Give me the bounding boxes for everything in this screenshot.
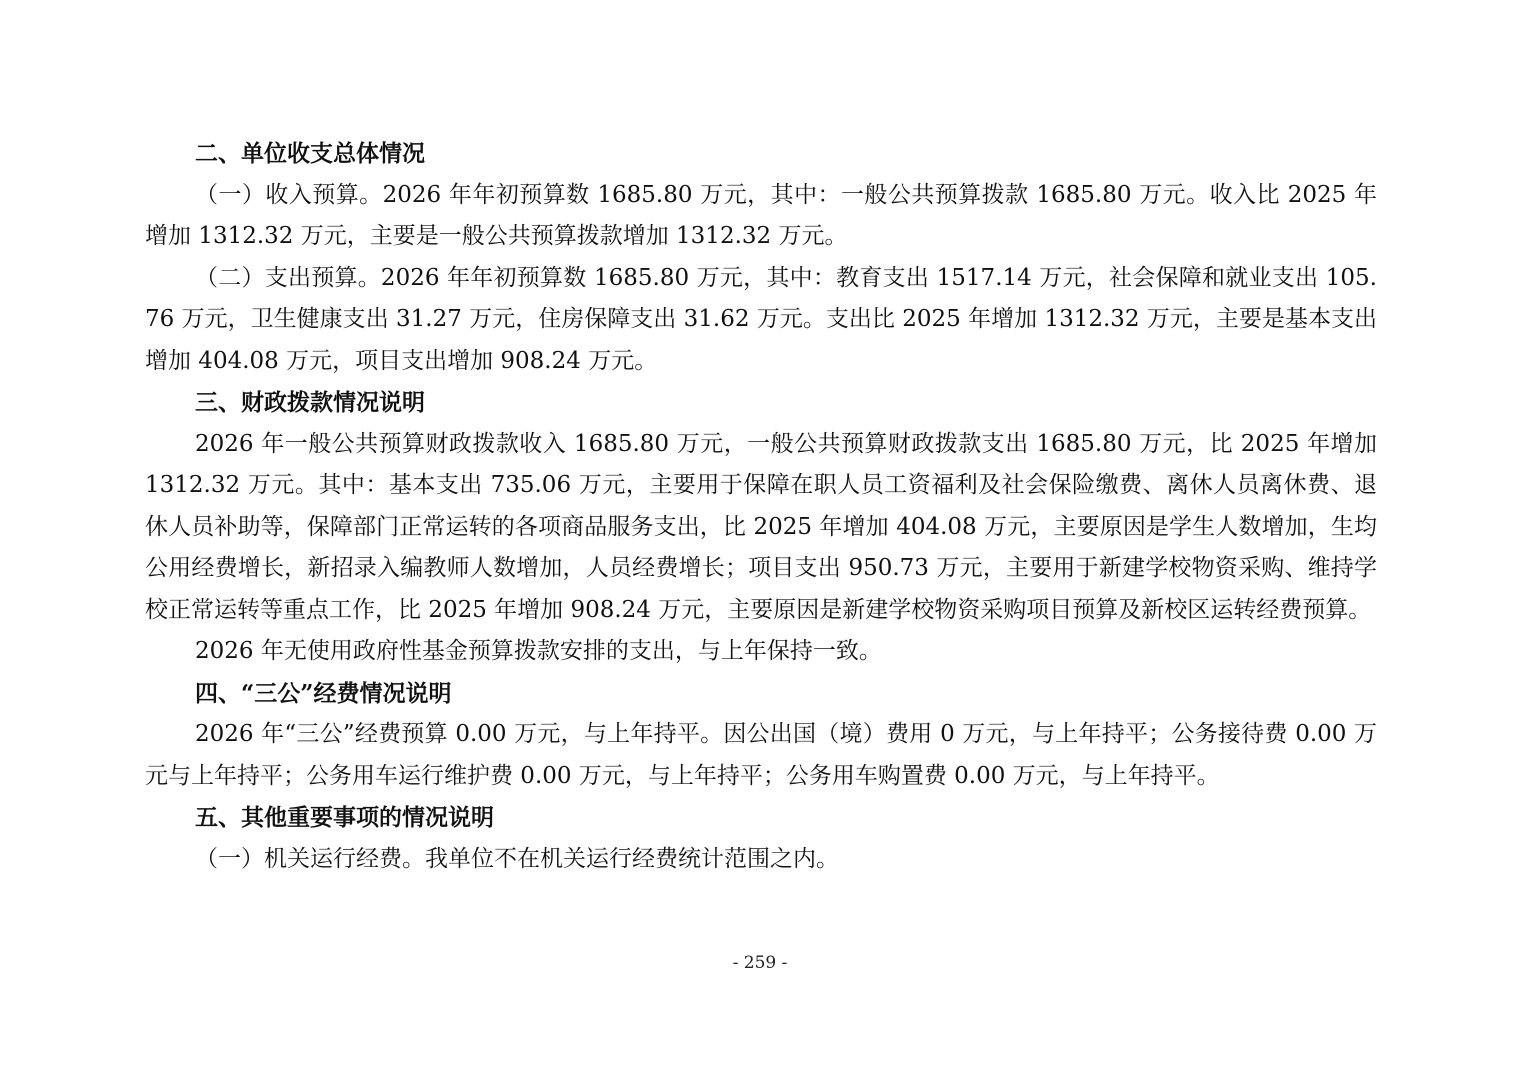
page-number: - 259 - xyxy=(732,953,788,973)
paragraph-government-fund: 2026 年无使用政府性基金预算拨款安排的支出，与上年保持一致。 xyxy=(195,638,882,664)
paragraph-operating-expenses: （一）机关运行经费。我单位不在机关运行经费统计范围之内。 xyxy=(195,845,839,872)
section-heading-other-matters: 五、其他重要事项的情况说明 xyxy=(195,804,494,831)
page-body xyxy=(145,133,1377,880)
paragraph-fiscal-appropriation-detail: 2026 年一般公共预算财政拨款收入 1685.80 万元，一般公共预算财政拨款支出 1685.80 万元，比 2025 年增加 1312.32 万元。其中：基本支出 735.06 万元，主要用于保障在职人员工资福利及社会保险缴费、离休人员离休费、退休人员补助等，保障部门正常运转的各项商品服务支出，比 2025 年增加 404.08 万元，主要原因是学生人数增加，生均公用经费增长，新招录入编教师人数增加，人员经费增长；项目支出 950.73 万元，主要用于新建学校物资采购、维持学校正常运转等重点工作，比 2025 年增加 908.24 万元，主要原因是新建学校物资采购项目预算及新校区运转经费预算。 xyxy=(145,430,1377,623)
section-heading-three-public-expenses: 四、“三公”经费情况说明 xyxy=(195,679,452,707)
paragraph-income-budget: （一）收入预算。2026 年年初预算数 1685.80 万元，其中：一般公共预算拨款 1685.80 万元。收入比 2025 年增加 1312.32 万元，主要是一般公共预算拨款增加 1312.32 万元。 xyxy=(145,181,1377,249)
section-heading-income-expenditure-overview: 二、单位收支总体情况 xyxy=(195,140,425,167)
paragraph-expenditure-budget: （二）支出预算。2026 年年初预算数 1685.80 万元，其中：教育支出 1517.14 万元，社会保障和就业支出 105.76 万元，卫生健康支出 31.27 万元，住房保障支出 31.62 万元。支出比 2025 年增加 1312.32 万元，主要是基本支出增加 404.08 万元，项目支出增加 908.24 万元。 xyxy=(145,264,1377,374)
paragraph-three-public-expenses: 2026 年“三公”经费预算 0.00 万元，与上年持平。因公出国（境）费用 0 万元，与上年持平；公务接待费 0.00 万元与上年持平；公务用车运行维护费 0.00 万元，与上年持平；公务用车购置费 0.00 万元，与上年持平。 xyxy=(145,721,1377,789)
section-heading-fiscal-appropriation: 三、财政拨款情况说明 xyxy=(195,389,425,416)
